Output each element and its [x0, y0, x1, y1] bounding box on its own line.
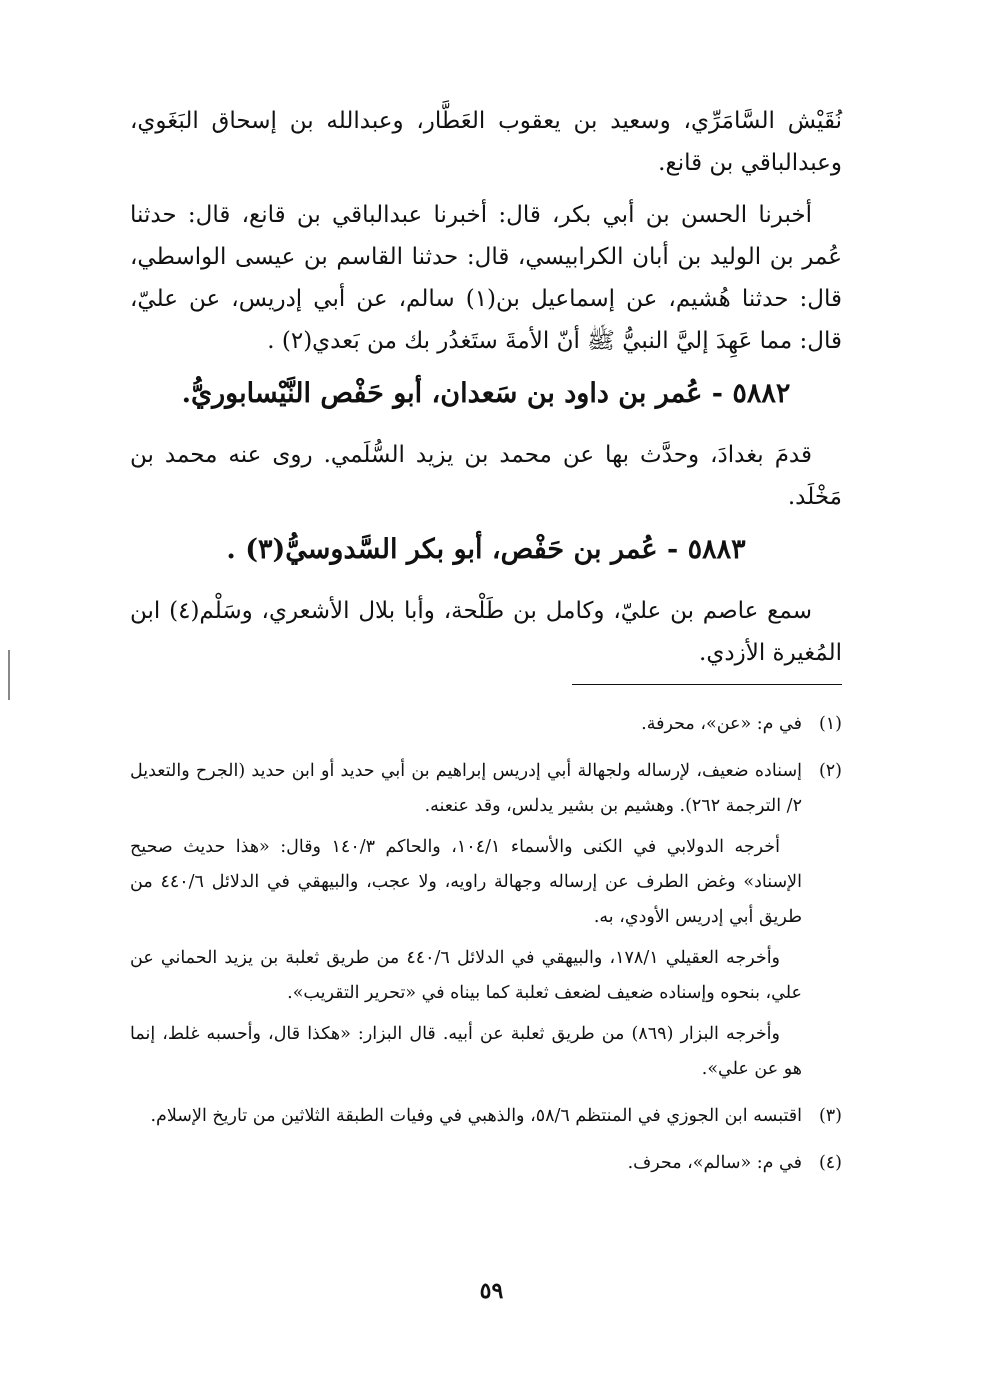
footnote-4 — [130, 1146, 842, 1187]
footnote-3 — [130, 1099, 842, 1140]
footnote-number: (٤) — [818, 1153, 842, 1173]
footnote-body — [130, 707, 802, 748]
footnote-divider — [572, 684, 842, 685]
footnote-text: في م: «سالم»، محرف. — [627, 1153, 802, 1173]
footnotes — [130, 707, 842, 1187]
footnote-text: في م: «عن»، محرفة. — [641, 714, 802, 734]
scan-margin-mark — [8, 650, 10, 700]
footnote-1 — [130, 707, 842, 748]
footnote-body — [130, 1146, 802, 1187]
footnote-number: (٣) — [818, 1106, 842, 1126]
footnote-text: أخرجه الدولابي في الكنى والأسماء ١٠٤/١، والحاكم ١٤٠/٣ وقال: «هذا حديث صحيح الإسناد» وغض الطرف عن إرساله وجهالة راويه، ولا عجب، والبيهقي في الدلائل ٤٤٠/٦ من طريق أبي إدريس الأودي، به. — [130, 837, 802, 927]
paragraph-entry-5883: سمع عاصم بن عليّ، وكامل بن طَلْحة، وأبا بلال الأشعري، وسَلْم(٤) ابن المُغيرة الأزدي. — [130, 598, 842, 666]
footnote-text: وأخرجه العقيلي ١٧٨/١، والبيهقي في الدلائل ٤٤٠/٦ من طريق ثعلبة بن يزيد الحماني عن علي، بنحوه وإسناده ضعيف لضعف ثعلبة كما بيناه في «تحرير التقريب». — [130, 948, 802, 1003]
paragraph-teachers: نُقَيْش السَّامَرِّي، وسعيد بن يعقوب العَطَّار، وعبدالله بن إسحاق البَغَوي، وعبدالباقي بن قانع. — [130, 108, 842, 176]
footnote-2 — [130, 754, 842, 1093]
footnote-text: وأخرجه البزار (٨٦٩) من طريق ثعلبة عن أبيه. قال البزار: «هكذا قال، وأحسبه غلط، إنما هو عن علي». — [130, 1024, 802, 1079]
page-number: ٥٩ — [479, 1278, 504, 1304]
entry-heading-5883: ٥٨٨٣ - عُمر بن حَفْص، أبو بكر السَّدوسيُّ(٣) . — [226, 534, 746, 565]
footnote-number: (٢) — [818, 761, 842, 781]
footnote-body — [130, 754, 802, 1093]
paragraph-entry-5882: قدمَ بغدادَ، وحدَّث بها عن محمد بن يزيد السُّلَمي. روى عنه محمد بن مَخْلَد. — [130, 442, 842, 510]
footnote-number: (١) — [818, 714, 842, 734]
footnote-body — [130, 1099, 802, 1140]
paragraph-isnad: أخبرنا الحسن بن أبي بكر، قال: أخبرنا عبدالباقي بن قانع، قال: حدثنا عُمر بن الوليد بن أبان الكرابيسي، قال: حدثنا القاسم بن عيسى الواسطي، قال: حدثنا هُشيم، عن إسماعيل بن(١) سالم، عن أبي إدريس، عن عليّ، قال: مما عَهِدَ إليَّ النبيُّ ﷺ أنّ الأمةَ ستَغدُر بك من بَعدي(٢) . — [130, 202, 842, 354]
entry-heading-5882: ٥٨٨٢ - عُمر بن داود بن سَعدان، أبو حَفْص النَّيْسابوريُّ. — [181, 378, 791, 409]
page-body — [130, 100, 842, 1193]
footnote-text: اقتبسه ابن الجوزي في المنتظم ٥٨/٦، والذهبي في وفيات الطبقة الثلاثين من تاريخ الإسلام. — [150, 1106, 802, 1126]
footnote-text: إسناده ضعيف، لإرساله ولجهالة أبي إدريس إبراهيم بن أبي حديد أو ابن حديد (الجرح والتعديل ٢/ الترجمة ٢٦٢). وهشيم بن بشير يدلس، وقد عنعنه. — [130, 761, 802, 816]
